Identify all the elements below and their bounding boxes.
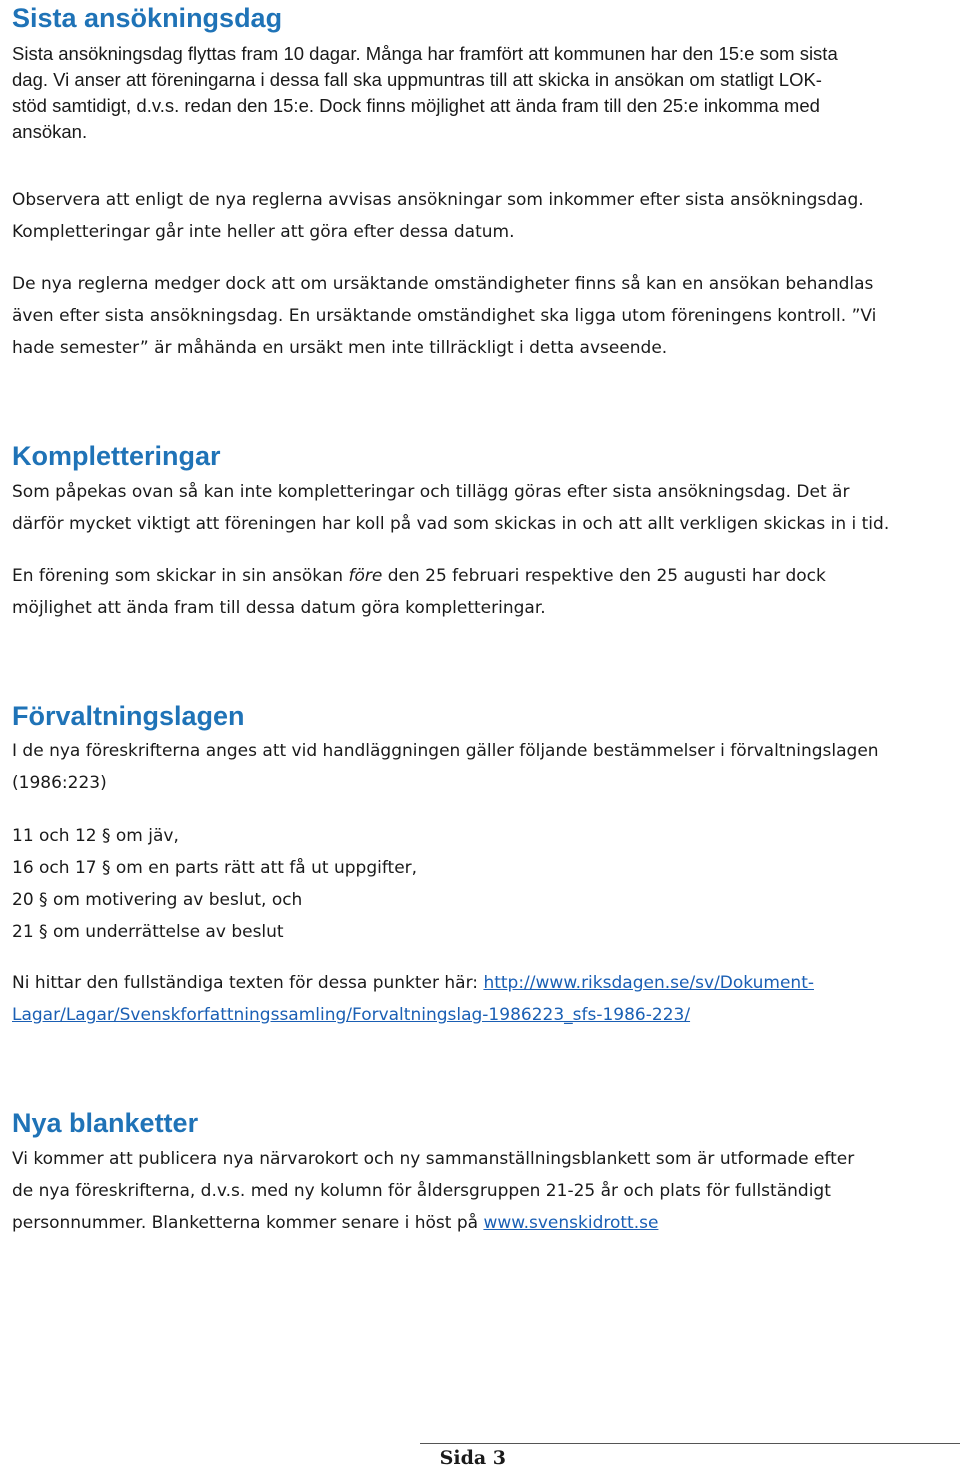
list-item: 21 § om underrättelse av beslut <box>12 922 284 942</box>
text-line: hade semester” är måhända en ursäkt men inte tillräckligt i detta avseende. <box>12 338 668 358</box>
text-line: Som påpekas ovan så kan inte kompletteringar och tillägg göras efter sista ansökningsdag. Det är <box>12 482 850 502</box>
heading-kompletteringar: Kompletteringar <box>12 441 221 471</box>
text-line: I de nya föreskrifterna anges att vid handläggningen gäller följande bestämmelser i förvaltningslagen <box>12 741 879 761</box>
paragraph-fore-februari <box>12 560 952 624</box>
text-line: därför mycket viktigt att föreningen har koll på vad som skickas in och att allt verkligen skickas in i tid. <box>12 514 890 534</box>
paragraph-sista-intro <box>12 41 952 145</box>
text-line <box>12 560 952 592</box>
page-number: Sida 3 <box>439 1447 506 1469</box>
footer-divider <box>420 1443 960 1444</box>
paragraph-riksdagen-link <box>12 967 952 1031</box>
text-line: De nya reglerna medger dock att om ursäktande omständigheter finns så kan en ansökan behandlas <box>12 274 874 294</box>
text-line <box>12 967 952 999</box>
list-item: 11 och 12 § om jäv, <box>12 826 179 846</box>
riksdagen-link-continued[interactable]: Lagar/Lagar/Svenskforfattningssamling/Forvaltningslag-1986223_sfs-1986-223/ <box>12 1005 691 1025</box>
text-line: stöd samtidigt, d.v.s. redan den 15:e. Dock finns möjlighet att ända fram till den 25:e inkomma med <box>12 95 820 116</box>
text-line <box>12 999 952 1031</box>
list-item: 20 § om motivering av beslut, och <box>12 890 303 910</box>
text-line: de nya föreskrifterna, d.v.s. med ny kolumn för åldersgruppen 21-25 år och plats för fullständigt <box>12 1181 831 1201</box>
list-paragrafer <box>12 820 952 948</box>
text-line: Kompletteringar går inte heller att göra efter dessa datum. <box>12 222 515 242</box>
text-line: även efter sista ansökningsdag. En ursäktande omständighet ska ligga utom föreningens kontroll. ”Vi <box>12 306 877 326</box>
text-span: den 25 februari respektive den 25 augusti har dock <box>382 566 826 586</box>
paragraph-forvaltning-intro <box>12 735 952 799</box>
list-item: 16 och 17 § om en parts rätt att få ut uppgifter, <box>12 858 418 878</box>
heading-nya-blanketter: Nya blanketter <box>12 1108 199 1138</box>
paragraph-ursaktande <box>12 268 952 364</box>
heading-sista-ansokningsdag: Sista ansökningsdag <box>12 3 283 33</box>
text-span: personnummer. Blanketterna kommer senare i höst på <box>12 1213 484 1233</box>
text-line: dag. Vi anser att föreningarna i dessa fall ska uppmuntras till att skicka in ansökan om statligt LOK- <box>12 69 822 90</box>
text-line <box>12 1207 952 1239</box>
text-span: En förening som skickar in sin ansökan <box>12 566 349 586</box>
riksdagen-link[interactable]: http://www.riksdagen.se/sv/Dokument- <box>483 973 814 993</box>
svenskidrott-link[interactable]: www.svenskidrott.se <box>483 1213 659 1233</box>
text-line: Vi kommer att publicera nya närvarokort och ny sammanställningsblankett som är utformade efter <box>12 1149 855 1169</box>
paragraph-blanketter <box>12 1143 952 1239</box>
emphasis-fore: före <box>348 566 383 586</box>
paragraph-observera <box>12 184 952 248</box>
text-line: (1986:223) <box>12 773 107 793</box>
text-line: ansökan. <box>12 121 88 142</box>
heading-forvaltningslagen: Förvaltningslagen <box>12 701 245 731</box>
text-span: Ni hittar den fullständiga texten för dessa punkter här: <box>12 973 484 993</box>
text-line: möjlighet att ända fram till dessa datum göra kompletteringar. <box>12 598 546 618</box>
text-line: Sista ansökningsdag flyttas fram 10 dagar. Många har framfört att kommunen har den 15:e som sista <box>12 43 838 64</box>
paragraph-kompletteringar <box>12 476 952 540</box>
text-line: Observera att enligt de nya reglerna avvisas ansökningar som inkommer efter sista ansökningsdag. <box>12 190 864 210</box>
